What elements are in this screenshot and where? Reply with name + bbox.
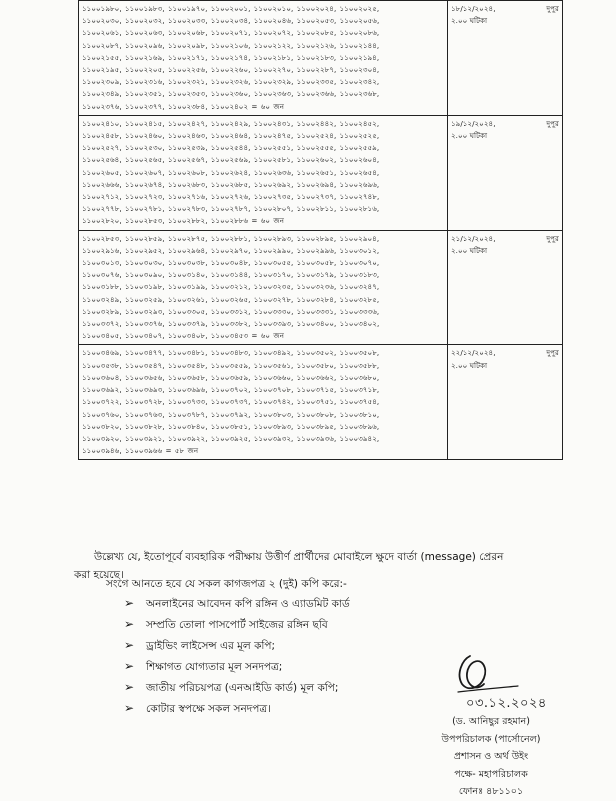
candidate-ids-line: ১১০০৩৯২০, ১১০০৩৯২১, ১১০০৩৯২২, ১১০০৩৯২৫, ১১০০৩৯৩২, ১১০০৩৯৩৬, ১১০০৩৯৪২, (82, 433, 380, 443)
candidate-ids-line: ১১০০২৬০৫, ১১০০২৬০৭, ১১০০২৬০৮, ১১০০২৬২৪, ১১০০২৬৩৬, ১১০০২৬৫১, ১১০০২৬৫৪, (82, 167, 380, 177)
candidate-ids-line: ১১০০৩৬৯২, ১১০০৩৬৯৩, ১১০০৩৬৯৬, ১১০০৩৭০২, ১১০০৩৭০৮, ১১০০৩৭১৫, ১১০০৩৭১৮, (82, 385, 380, 395)
signature-date: ০৩.১২.২০২৪ (466, 696, 547, 711)
candidate-ids-line: ১১০০২৭৭৮, ১১০০২৭৮১, ১১০০২৭৮৩, ১১০০২৭৮৭, ১১০০২৮০৭, ১১০০২৮১১, ১১০০২৮১৬, (82, 204, 380, 214)
candidate-ids-line: ১১০০২৫২৭, ১১০০২৫৩০, ১১০০২৫৩৯, ১১০০২৫৪৪, ১১০০২৫৫১, ১১০০২৫৫৫, ১১০০২৫৫৯, (82, 143, 380, 153)
arrow-bullet-icon: ➢ (124, 638, 135, 652)
candidate-ids-cell (79, 1, 448, 116)
document-item (124, 677, 350, 698)
exam-date-cell (448, 345, 527, 460)
candidate-ids-line: ১১০০৩৯৪৬, ১১০০৩৯৬৬ = ৫৮ জন (82, 446, 199, 456)
exam-date: ২১/১২/২০২৪, (451, 233, 496, 243)
candidate-ids-line: ১১০০২৭১২, ১১০০২৭২৩, ১১০০২৭১৬, ১১০০২৭২৬, ১১০০২৭৩৫, ১১০০২৭৩৭, ১১০০২৭৪৮, (82, 192, 380, 202)
candidate-ids-line: ১১০০২৩৪৯, ১১০০২৩৫১, ১১০০২৩৫৩, ১১০০২৩৬০, ১১০০২৩৬৩, ১১০০২৩৬৬, ১১০০২৩৬৮, (82, 89, 380, 99)
document-item-label: অনলাইনের আবেদন কপি রঙ্গিন ও এ্যাডমিট কার্ড (146, 598, 350, 610)
candidate-ids-line: ১১০০২৩০৯, ১১০০২৩১৬, ১১০০২৩২১, ১১০০২৩২৬, ১১০০২৩২৯, ১১০০২৩৩৫, ১১০০২৩৪২, (82, 77, 380, 87)
schedule-row (79, 115, 563, 230)
candidate-ids-line: ১১০০১৯৮০, ১১০০১৯৮৩, ১১০০১৯৭০, ১১০০২০০১, ১১০০২০১০, ১১০০২০২৪, ১১০০২০২৫, (82, 4, 380, 13)
exam-hours: ২.০০ ঘটিকা (451, 16, 488, 26)
signatory-wing: প্রশাসন ও অর্থ উইং (453, 751, 529, 762)
notice-line-2: করা হয়েছে। (74, 569, 124, 581)
document-item-label: জাতীয় পরিচয়পত্র (এনআইডি কার্ড) মূল কপি; (146, 682, 339, 694)
candidate-ids-line: ১১০০৩৪০৫, ১১০০৩৪০৭, ১১০০৩৪০৮, ১১০০৩৪৫৩ = ৬০ জন (82, 331, 285, 341)
candidate-ids-line: ১১০০৩৫৩৮, ১১০০৩৫৪৭, ১১০০৩৫৪৮, ১১০০৩৫৫৯, ১১০০৩৫৬১, ১১০০৩৫৮০, ১১০০৩৫৮৮, (82, 360, 380, 370)
arrow-bullet-icon: ➢ (124, 596, 135, 610)
candidate-ids-line: ১১০০৩৪৬৯, ১১০০৩৪৭৭, ১১০০৩৪৮১, ১১০০৩৪৮৩, ১১০০৩৪৯২, ১১০০৩৫০২, ১১০০৩৫০৮, (82, 348, 380, 358)
document-item (124, 614, 350, 635)
exam-hours: ২.০০ ঘটিকা (451, 360, 488, 370)
candidate-ids-line: ১১০০২০৬১, ১১০০২০৬৩, ১১০০২০৬৮, ১১০০২০৭১, ১১০০২০৭২, ১১০০২০৮৫, ১১০০২০৮৬, (82, 28, 380, 38)
candidate-ids-line: ১১০০২৯১৬, ১১০০২৯৫২, ১১০০২৯৬৪, ১১০০২৯৭০, ১১০০২৯৯০, ১১০০২৯৯৬, ১১০০৩০১২, (82, 245, 380, 255)
exam-date: ১৮/১২/২০২৪, (451, 4, 496, 13)
exam-date-cell (448, 230, 527, 345)
candidate-ids-line: ১১০০৩৭৬০, ১১০০৩৭৬৩, ১১০০৩৭৮৭, ১১০০৩৭৯২, ১১০০৩৮০৩, ১১০০৩৮০৮, ১১০০৩৮১০, (82, 409, 380, 419)
exam-time-of-day: দুপুর (526, 1, 563, 116)
exam-date-cell (448, 1, 527, 116)
candidate-ids-line: ১১০০২৫৬৪, ১১০০২৫৬৫, ১১০০২৫৬৭, ১১০০২৫৬৯, ১১০০২৫৮১, ১১০০২৬০২, ১১০০২৬০৪, (82, 155, 380, 165)
candidate-ids-line: ১১০০২৪৫৮, ১১০০২৪৬০, ১১০০২৪৬৩, ১১০০২৪৬৪, ১১০০২৪৭৫, ১১০০২৫২৪, ১১০০২৫২৫, (82, 131, 380, 141)
exam-schedule-table (78, 0, 563, 460)
candidate-ids-line: ১১০০৩২৪৯, ১১০০৩২৫৯, ১১০০৩২৬১, ১১০০৩২৬৫, ১১০০৩২৭৮, ১১০০৩২৮৪, ১১০০৩২৮৫, (82, 294, 380, 304)
candidate-ids-line: ১১০০৩৬০৪, ১১০০৩৬৫৬, ১১০০৩৬৫৮, ১১০০৩৬৫৯, ১১০০৩৬৬০, ১১০০৩৬৬২, ১১০০৩৬৮০, (82, 372, 380, 382)
schedule-row (79, 230, 563, 345)
document-item-label: শিক্ষাগত যোগ্যতার মূল সনদপত্র; (146, 661, 283, 673)
candidate-ids-line: ১১০০৩১৮৮, ১১০০৩১৯৮, ১১০০৩১৯৯, ১১০০৩২১২, ১১০০৩২৩৫, ১১০০৩২৩৬, ১১০০৩২৪৭, (82, 282, 380, 292)
notice-line-1: উল্লেখ্য যে, ইতোপূর্বে ব্যবহারিক পরীক্ষায় উত্তীর্ণ প্রার্থীদের মোবাইলে ক্ষুদে বার্তা (message) প্রেরন (94, 551, 504, 563)
candidate-ids-line: ১১০০৩৩৭২, ১১০০৩৩৭৬, ১১০০৩৩৭৯, ১১০০৩৩৮২, ১১০০৩৩৯৩, ১১০০৩৪০০, ১১০০৩৪০২, (82, 319, 380, 329)
exam-hours: ২.০০ ঘটিকা (451, 131, 488, 141)
arrow-bullet-icon: ➢ (124, 701, 135, 715)
candidate-ids-line: ১১০০৩৭২২, ১১০০৩৭২৮, ১১০০৩৭৩৩, ১১০০৩৭৩৭, ১১০০৩৭৪২, ১১০০৩৭৫১, ১১০০৩৭৫৪, (82, 397, 380, 407)
candidate-ids-line: ১১০০২১৯৫, ১১০০২২০৫, ১১০০২২৫৬, ১১০০২২৬০, ১১০০২২৭০, ১১০০২২৮৭, ১১০০২৩০৪, (82, 65, 380, 75)
document-item (124, 656, 350, 677)
document-item (124, 635, 350, 656)
candidate-ids-line: ১১০০২১৫৫, ১১০০২১৬৯, ১১০০২১৭১, ১১০০২১৭৪, ১১০০২১৮১, ১১০০২১৮৩, ১১০০২১৯৪, (82, 52, 380, 62)
arrow-bullet-icon: ➢ (124, 659, 135, 673)
arrow-bullet-icon: ➢ (124, 617, 135, 631)
document-item-label: ড্রাইভিং লাইসেন্স এর মূল কপি; (146, 640, 276, 652)
candidate-ids-line: ১১০০৩৮২০, ১১০০৩৮২৮, ১১০০৩৮৪০, ১১০০৩৮৫১, ১১০০৩৮৯৩, ১১০০৩৮৯৫, ১১০০৩৮৯৬, (82, 421, 380, 431)
exam-hours: ২.০০ ঘটিকা (451, 245, 488, 255)
candidate-ids-line: ১১০০২৮৫৩, ১১০০২৮৫৯, ১১০০২৮৭৫, ১১০০২৮৮১, ১১০০২৮৯৩, ১১০০২৮৯৫, ১১০০২৯০৪, (82, 233, 380, 243)
arrow-bullet-icon: ➢ (124, 680, 135, 694)
candidate-ids-line: ১১০০৩০৭৬, ১১০০৩০৯০, ১১০০৩১৪০, ১১০০৩১৪৪, ১১০০৩১৭০, ১১০০৩১৭৯, ১১০০৩১৮৩, (82, 270, 380, 280)
signatory-name: (ড. আনিছুর রহমান) (452, 716, 530, 727)
document-item-label: কোটার স্বপক্ষে সকল সনদপত্র। (146, 703, 271, 715)
documents-list (124, 593, 350, 719)
candidate-ids-cell (79, 345, 448, 460)
document-item (124, 593, 350, 614)
candidate-ids-line: ১১০০২৩৭৬, ১১০০২৩৭৭, ১১০০২৩৮৪, ১১০০২৪০২ = ৬০ জন (82, 101, 285, 111)
schedule-body (79, 1, 563, 460)
candidate-ids-line: ১১০০২০৮৭, ১১০০২০৯৬, ১১০০২০৯৮, ১১০০২১০৬, ১১০০২১২২, ১১০০২১২৬, ১১০০২১৪৪, (82, 40, 380, 50)
candidate-ids-line: ১১০০২৪১০, ১১০০২৪১৫, ১১০০২৪২৭, ১১০০২৪২৯, ১১০০২৪৩১, ১১০০২৪৪২, ১১০০২৪৫২, (82, 118, 380, 128)
exam-date: ২২/১২/২০২৪, (451, 348, 496, 358)
signatory-phone: ফোনঃ ৪৮১১০১ (458, 786, 524, 797)
candidate-ids-line: ১১০০২৮২০, ১১০০২৮৫৩, ১১০০২৮৮২, ১১০০২৮৮৬ = ৬০ জন (82, 216, 285, 226)
document-item (124, 698, 350, 719)
candidate-ids-line: ১১০০২০৩০, ১১০০২০৩২, ১১০০২০৩৩, ১১০০২০৩৪, ১১০০২০৪৬, ১১০০২০৫৩, ১১০০২০৫৬, (82, 16, 380, 26)
exam-date-cell (448, 115, 527, 230)
signatory-on-behalf: পক্ষে- মহাপরিচালক (454, 768, 528, 780)
document-item-label: সম্প্রতি তোলা পাসপোর্ট সাইজের রঙ্গিন ছবি (146, 619, 328, 631)
candidate-ids-line: ১১০০৩২৮৯, ১১০০৩২৯৩, ১১০০৩৩০৫, ১১০০৩৩১২, ১১০০৩৩৩০, ১১০০৩৩৩১, ১১০০৩৩৩৬, (82, 306, 380, 316)
exam-time-of-day: দুপুর (526, 115, 563, 230)
exam-time-of-day: দুপুর (526, 230, 563, 345)
candidate-ids-cell (79, 115, 448, 230)
exam-time-of-day: দুপুর (526, 345, 563, 460)
signatory-block (426, 713, 556, 801)
candidate-ids-line: ১১০০২৬৬৬, ১১০০২৬৭৪, ১১০০২৬৮৩, ১১০০২৬৮৫, ১১০০২৬৯২, ১১০০২৬৯৪, ১১০০২৬৯৬, (82, 179, 380, 189)
signatory-designation: উপপরিচালক (পার্সোনেল) (441, 733, 541, 745)
exam-date: ১৯/১২/২০২৪, (451, 118, 496, 128)
candidate-ids-line: ১১০০৩০১৩, ১১০০৩০৩০, ১১০০৩০৩৮, ১১০০৩০৪৮, ১১০০৩০৫৫, ১১০০৩০৫৮, ১১০০৩০৭০, (82, 258, 380, 268)
candidate-ids-cell (79, 230, 448, 345)
schedule-row (79, 345, 563, 460)
schedule-row (79, 1, 563, 116)
documents-heading: সংগে আনতে হবে যে সকল কাগজপত্র ২ (দুই) কপি করে:- (106, 578, 347, 590)
